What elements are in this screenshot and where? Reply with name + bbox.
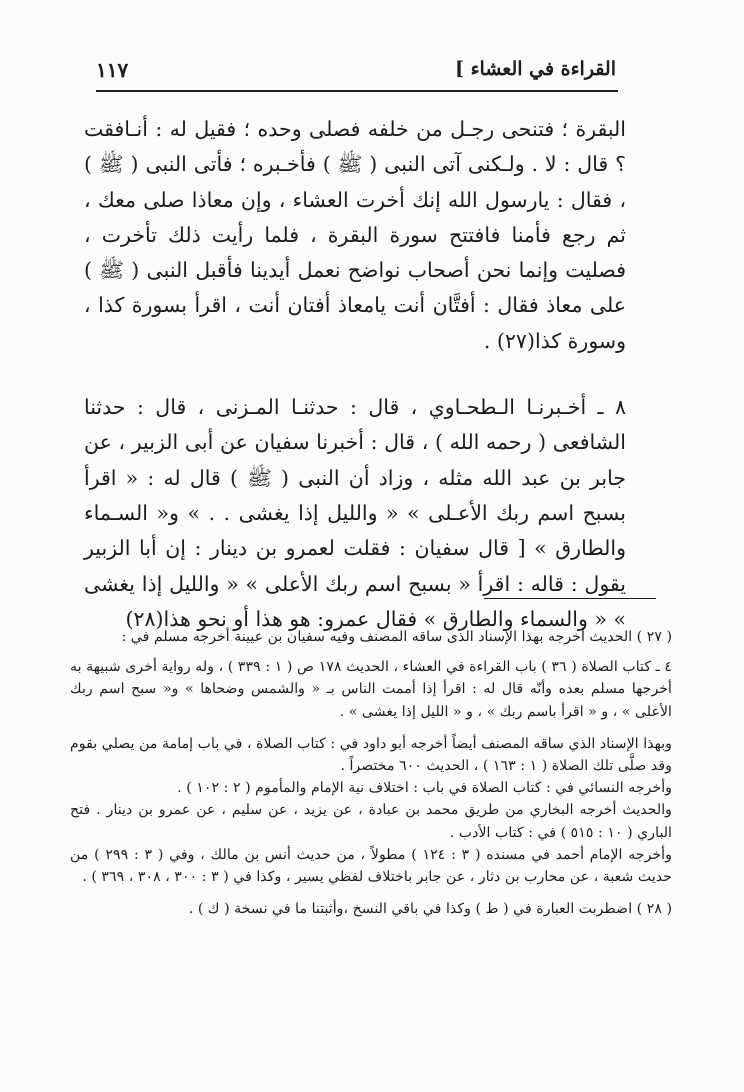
footnote-28: ( ٢٨ ) اضطربت العبارة في ( ط ) وكذا في باقي النسخ ،وأثبتنا ما في نسخة ( ك ) . <box>188 901 672 918</box>
footnote-27-abudawud: وبهذا الإسناد الذي ساقه المصنف أيضاً أخرجه أبو داود في : كتاب الصلاة ، في باب إمامة من يصلي بقوم وقد صلَّى تلك الصلاة ( ١ : ١٦٣ ) ، الحديث ٦٠٠ مختصراً . <box>70 735 672 775</box>
footnote-27-bukhari: والحديث أخرجه البخاري من طريق محمد بن عبادة ، عن يزيد ، عن سليم ، عن عمرو بن دينار . فتح الباري ( ١٠ : ٥١٥ ) في : كتاب الأدب . <box>70 802 672 841</box>
paragraph-hadith-8: ٨ ـ أخـبرنـا الـطحـاوي ، قال : حدثنـا المـزنى ، قال : حدثنا الشافعى ( رحمه الله ) ، قال : أخبرنا سفيان عن أبى الزبير ، عن جابر بن عبد الله مثله ، وزاد أن النبى ( ﷺ ) قال له : « اقرأ بسبح اسم ربك الأعـلى » « والليل إذا يغشى . . » و« السـماء والطارق » [ قال سفيان : فقلت لعمرو بن دينار : إن أبا الزبير يقول : قاله : اقرأ « بسبح اسم ربك الأعلى » « والليل إذا يغشى » « والسماء والطارق » فقال عمرو: هو هذا أو نحو هذا(٢٨) <box>84 395 626 631</box>
page-number: ١١٧ <box>96 58 129 82</box>
footnote-separator <box>484 598 656 599</box>
footnote-27-intro: ( ٢٧ ) الحديث أخرجه بهذا الإسناد الذى ساقه المصنف وفيه سفيان بن عيينة أخرجه مسلم في : <box>121 629 672 645</box>
footnote-27-ahmad: وأخرجه الإمام أحمد في مسنده ( ٣ : ١٢٤ ) مطولاً ، من حديث أنس بن مالك ، وفي ( ٣ : ٢٩٩ ) من حديث شعبة ، عن محارب بن دثار ، عن جابر باختلاف لفظي يسير ، وكذا في ( ٣ : ٣٠٠ ، ٣٠٨ ، ٣٦٩ ) . <box>70 846 672 886</box>
page-header <box>96 56 616 90</box>
running-title: القراءة في العشاء ] <box>455 58 616 80</box>
footnote-27-muslim: ٤ ـ كتاب الصلاة ( ٣٦ ) باب القراءة في العشاء ، الحديث ١٧٨ ص ( ١ : ٣٣٩ ) ، وله رواية أخرى شبيهة به أخرجها مسلم بعده وأنّه قال له : اقرأ إذا أممت الناس بـ « والشمس وضحاها » و« سبح اسم ربك الأعلى » ، و « اقرأ باسم ربك » ، و « الليل إذا يغشى » . <box>70 659 672 720</box>
footnote-27-nasai: وأخرجه النسائي في : كتاب الصلاة في باب : اختلاف نية الإمام والمأموم ( ٢ : ١٠٢ ) . <box>177 780 672 797</box>
paragraph-hadith-7-end: البقرة ؛ فتنحى رجـل من خلفه فصلى وحده ؛ فقيل له : أنـافقت ؟ قال : لا . ولـكنى آتى النبى ( ﷺ ) فأخـبره ؛ فأتى النبى ( ﷺ ) ، فقال : يارسول الله إنك أخرت العشاء ، وإن معاذا صلى معك ، ثم رجع فأمنا فافتتح سورة البقرة ، فلما رأيت ذلك تأخرت ، فصليت وإنما نحن أصحاب نواضح نعمل أيدينا فأقبل النبى ( ﷺ ) على معاذ فقال : أفتَّان أنت يامعاذ أفتان أنت ، اقرأ بسورة كذا ، وسورة كذا(٢٧) . <box>84 117 626 353</box>
footnotes <box>70 626 672 920</box>
header-rule <box>96 90 618 92</box>
paragraph-gap <box>84 359 626 390</box>
main-text <box>84 112 626 637</box>
